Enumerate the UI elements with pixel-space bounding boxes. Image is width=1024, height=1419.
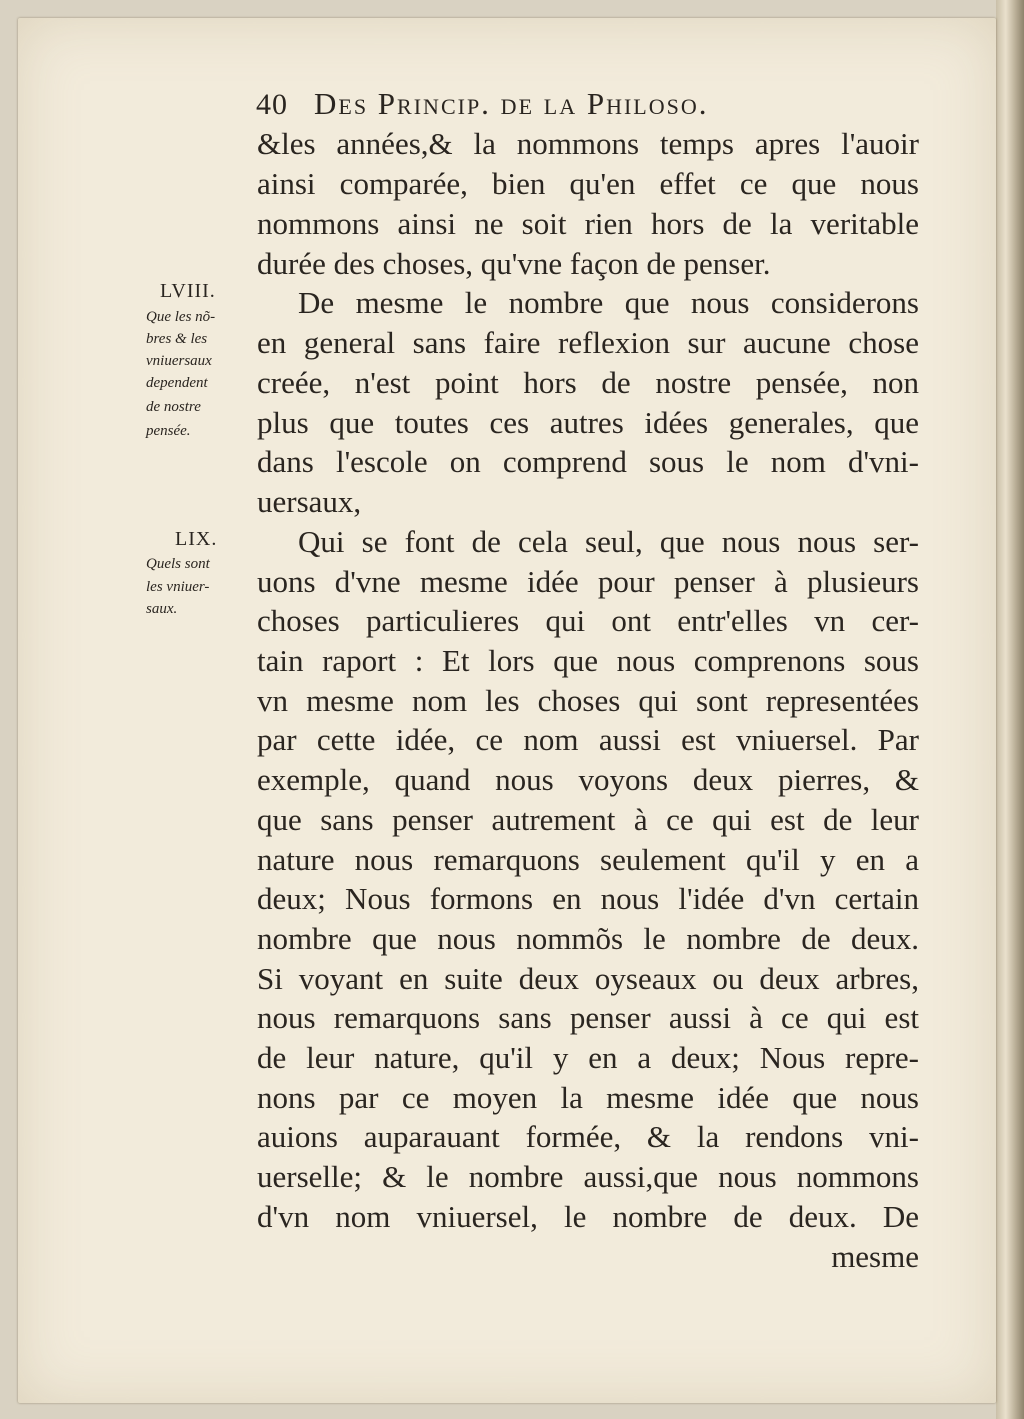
margin-note-58-line-1: Que les nõ- — [146, 309, 216, 325]
body-line-12: uons d'vne mesme idée pour penser à plusieurs — [257, 564, 919, 599]
running-header — [256, 86, 892, 126]
page-edge — [996, 0, 1024, 1419]
margin-note-58-line-6: pensée. — [146, 423, 191, 439]
body-line-15: vn mesme nom les choses qui sont representées — [257, 683, 919, 718]
body-line-22: Si voyant en suite deux oyseaux ou deux arbres, — [257, 961, 919, 996]
catchword: mesme — [831, 1239, 919, 1274]
body-line-13: choses particulieres qui ont entr'elles vn cer- — [257, 603, 919, 638]
body-line-4: durée des choses, qu'vne façon de penser. — [257, 246, 771, 281]
margin-note-58-line-2: bres & les — [146, 331, 208, 347]
body-line-11: Qui se font de cela seul, que nous nous ser- — [298, 524, 919, 559]
margin-note-58-line-5: de nostre — [146, 399, 201, 415]
body-line-7: creée, n'est point hors de nostre pensée, non — [257, 365, 919, 400]
body-line-8: plus que toutes ces autres idées generales, que — [257, 405, 919, 440]
page-number: 40 — [256, 88, 288, 121]
body-line-6: en general sans faire reflexion sur aucune chose — [257, 325, 919, 360]
body-line-19: nature nous remarquons seulement qu'il y en a — [257, 842, 919, 877]
body-line-2: ainsi comparée, bien qu'en effet ce que nous — [257, 166, 919, 201]
body-line-24: de leur nature, qu'il y en a deux; Nous repre- — [257, 1040, 919, 1075]
body-line-28: d'vn nom vniuersel, le nombre de deux. De — [257, 1199, 919, 1234]
margin-note-59-line-2: les vniuer- — [146, 579, 210, 595]
body-line-26: auions auparauant formée, & la rendons vni- — [257, 1119, 919, 1154]
body-line-5: De mesme le nombre que nous considerons — [298, 285, 919, 320]
margin-note-58-line-3: vniuersaux — [146, 353, 212, 369]
margin-note-59-line-3: saux. — [146, 601, 178, 617]
body-line-9: dans l'escole on comprend sous le nom d'vni- — [257, 444, 919, 479]
margin-article-number-58: LVIII. — [160, 280, 216, 302]
body-line-27: uerselle; & le nombre aussi,que nous nommons — [257, 1159, 919, 1194]
body-line-21: nombre que nous nommõs le nombre de deux. — [257, 921, 919, 956]
body-line-18: que sans penser autrement à ce qui est de leur — [257, 802, 919, 837]
margin-article-number-59: LIX. — [175, 528, 218, 550]
body-line-17: exemple, quand nous voyons deux pierres, & — [257, 762, 919, 797]
body-line-16: par cette idée, ce nom aussi est vniuersel. Par — [257, 722, 919, 757]
body-line-10: uersaux, — [257, 484, 362, 519]
body-line-23: nous remarquons sans penser aussi à ce qui est — [257, 1000, 919, 1035]
margin-note-59-line-1: Quels sont — [146, 556, 210, 572]
running-head-title: Des Princip. de la Philoso. — [314, 86, 709, 121]
body-line-14: tain raport : Et lors que nous comprenons sous — [257, 643, 919, 678]
body-line-1: &les années,& la nommons temps apres l'auoir — [257, 126, 919, 161]
margin-note-58-line-4: dependent — [146, 375, 208, 391]
body-line-20: deux; Nous formons en nous l'idée d'vn certain — [257, 881, 919, 916]
body-line-3: nommons ainsi ne soit rien hors de la veritable — [257, 206, 919, 241]
body-line-25: nons par ce moyen la mesme idée que nous — [257, 1080, 919, 1115]
